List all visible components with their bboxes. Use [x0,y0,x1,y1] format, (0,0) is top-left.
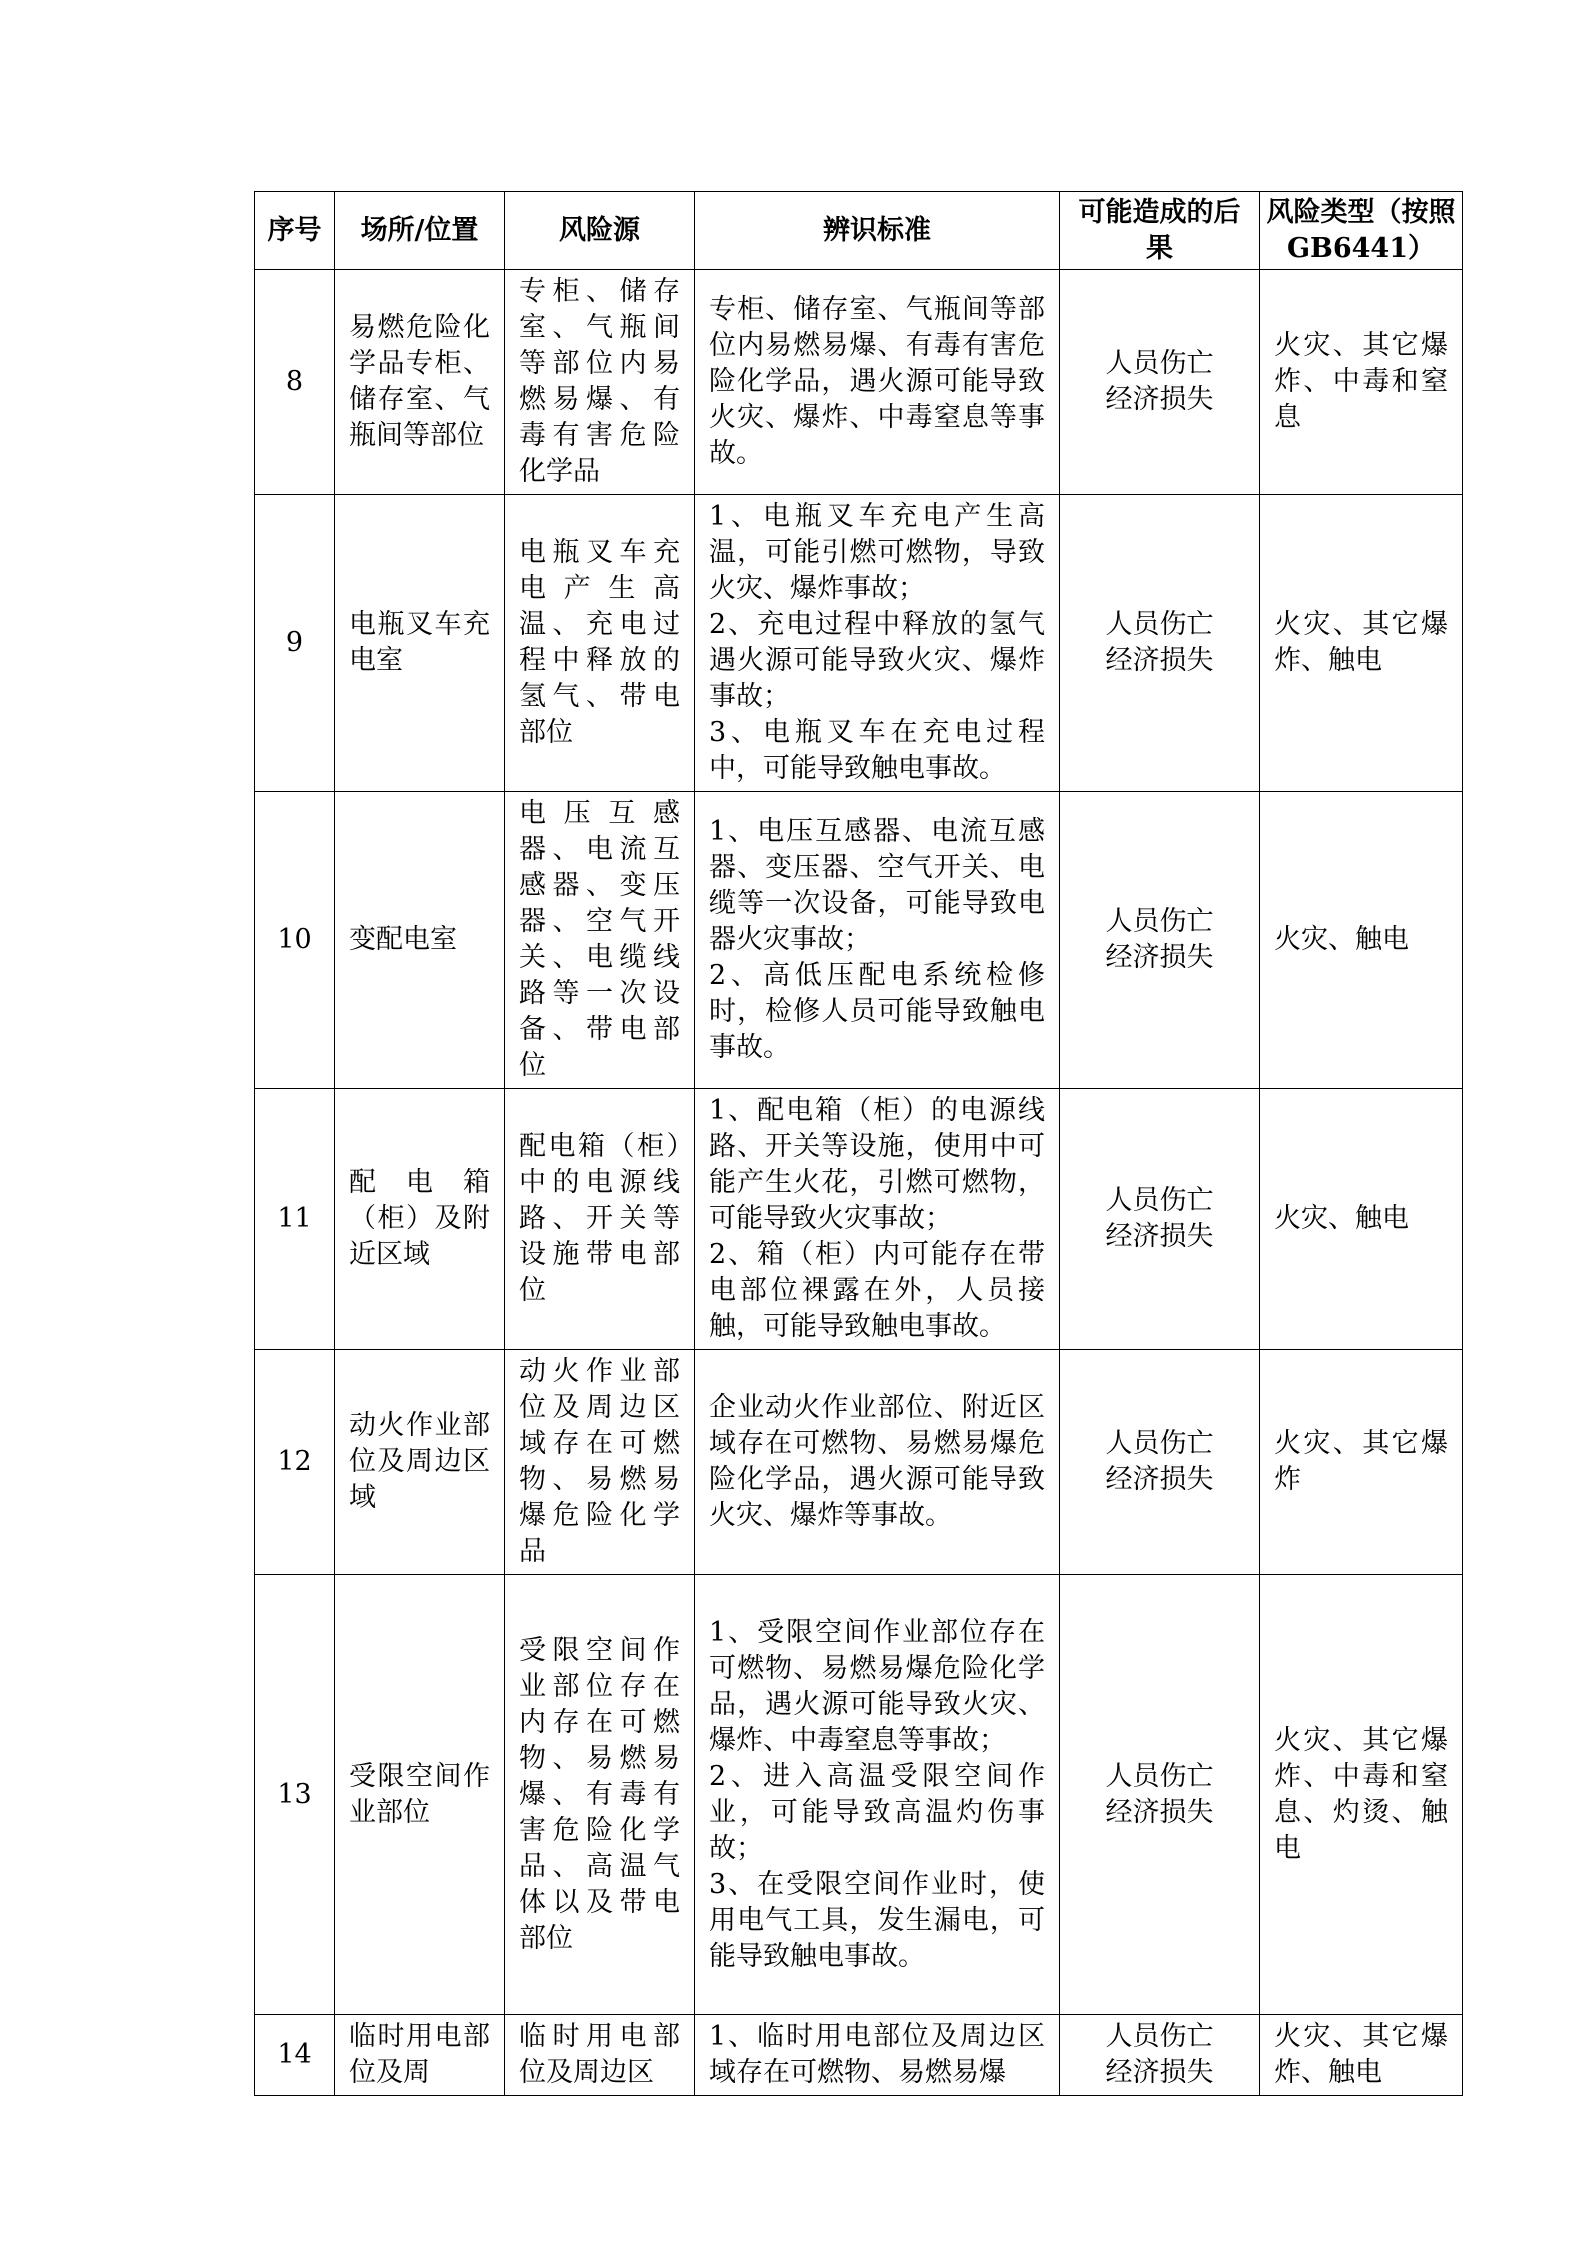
row-risk-source: 配电箱（柜）中的电源线路、开关等设施带电部位 [505,1089,695,1350]
row-location: 受限空间作业部位 [335,1575,505,2015]
row-index: 13 [255,1575,335,2015]
consequence-line: 经济损失 [1105,1464,1214,1495]
row-consequence [1060,792,1260,1089]
header-consequence: 可能造成的后果 [1060,192,1260,270]
table-header-row [255,192,1463,270]
header-risk-type: 风险类型（按照GB6441） [1260,192,1463,270]
row-criteria [695,2015,1060,2096]
criteria-line: 3、在受限空间作业时，使用电气工具，发生漏电，可能导致触电事故。 [709,1868,1045,1972]
table-row [255,270,1463,495]
row-index: 14 [255,2015,335,2096]
table-row [255,792,1463,1089]
risk-identification-table [254,191,1463,2096]
row-risk-type: 火灾、其它爆炸、中毒和窒息、灼烫、触电 [1260,1575,1463,2015]
row-index: 9 [255,495,335,792]
row-consequence [1060,1089,1260,1350]
criteria-line: 企业动火作业部位、附近区域存在可燃物、易燃易爆危险化学品，遇火源可能导致火灾、爆炸等事故。 [709,1392,1045,1531]
table-row [255,495,1463,792]
criteria-line: 1、配电箱（柜）的电源线路、开关等设施，使用中可能产生火花，引燃可燃物，可能导致火灾事故； [709,1095,1045,1234]
table-row [255,1089,1463,1350]
header-location: 场所/位置 [335,192,505,270]
row-risk-type: 火灾、触电 [1260,792,1463,1089]
table-row [255,2015,1463,2096]
row-location: 变配电室 [335,792,505,1089]
consequence-line: 人员伤亡 [1105,1760,1214,1792]
criteria-line: 2、箱（柜）内可能存在带电部位裸露在外，人员接触，可能导致触电事故。 [709,1239,1045,1342]
consequence-line: 人员伤亡 [1105,906,1214,937]
row-consequence [1060,1575,1260,2015]
header-criteria: 辨识标准 [695,192,1060,270]
row-criteria [695,1350,1060,1575]
consequence-line: 人员伤亡 [1105,1185,1214,1216]
table-row [255,1575,1463,2015]
row-criteria [695,270,1060,495]
row-consequence [1060,2015,1260,2096]
consequence-line: 人员伤亡 [1105,1428,1214,1459]
criteria-line: 1、电瓶叉车充电产生高温，可能引燃可燃物，导致火灾、爆炸事故； [709,501,1045,604]
row-index: 8 [255,270,335,495]
row-risk-type: 火灾、其它爆炸 [1260,1350,1463,1575]
criteria-line: 2、高低压配电系统检修时，检修人员可能导致触电事故。 [709,960,1045,1063]
row-index: 12 [255,1350,335,1575]
row-risk-type: 火灾、触电 [1260,1089,1463,1350]
row-consequence [1060,270,1260,495]
criteria-line: 3、电瓶叉车在充电过程中，可能导致触电事故。 [709,717,1045,784]
row-risk-source: 受限空间作业部位存在内存在可燃物、易燃易爆、有毒有害危险化学品、高温气体以及带电部位 [505,1575,695,2015]
row-risk-source: 临时用电部位及周边区 [505,2015,695,2096]
row-index: 11 [255,1089,335,1350]
row-criteria [695,1575,1060,2015]
consequence-line: 人员伤亡 [1105,609,1214,640]
consequence-line: 经济损失 [1105,1221,1214,1252]
row-consequence [1060,495,1260,792]
row-consequence [1060,1350,1260,1575]
row-risk-source: 动火作业部位及周边区域存在可燃物、易燃易爆危险化学品 [505,1350,695,1575]
consequence-line: 人员伤亡 [1105,348,1214,379]
consequence-line: 经济损失 [1105,942,1214,973]
consequence-line: 经济损失 [1105,1796,1214,1828]
header-risk-source: 风险源 [505,192,695,270]
criteria-line: 2、进入高温受限空间作业，可能导致高温灼伤事故； [709,1760,1045,1864]
header-index: 序号 [255,192,335,270]
row-risk-type: 火灾、其它爆炸、触电 [1260,2015,1463,2096]
consequence-line: 经济损失 [1105,384,1214,415]
row-location: 动火作业部位及周边区域 [335,1350,505,1575]
row-location: 配电箱（柜）及附近区域 [335,1089,505,1350]
consequence-line: 人员伤亡 [1105,2021,1214,2052]
row-location: 易燃危险化学品专柜、储存室、气瓶间等部位 [335,270,505,495]
row-criteria [695,495,1060,792]
table-row [255,1350,1463,1575]
consequence-line: 经济损失 [1105,2057,1214,2088]
row-location: 电瓶叉车充电室 [335,495,505,792]
row-location: 临时用电部位及周 [335,2015,505,2096]
criteria-line: 1、电压互感器、电流互感器、变压器、空气开关、电缆等一次设备，可能导致电器火灾事故； [709,816,1045,955]
criteria-line: 专柜、储存室、气瓶间等部位内易燃易爆、有毒有害危险化学品，遇火源可能导致火灾、爆炸、中毒窒息等事故。 [709,294,1045,469]
criteria-line: 1、临时用电部位及周边区域存在可燃物、易燃易爆 [709,2021,1045,2088]
row-risk-type: 火灾、其它爆炸、触电 [1260,495,1463,792]
criteria-line: 1、受限空间作业部位存在可燃物、易燃易爆危险化学品，遇火源可能导致火灾、爆炸、中毒窒息等事故； [709,1616,1045,1756]
row-risk-type: 火灾、其它爆炸、中毒和窒息 [1260,270,1463,495]
row-risk-source: 专柜、储存室、气瓶间等部位内易燃易爆、有毒有害危险化学品 [505,270,695,495]
consequence-line: 经济损失 [1105,645,1214,676]
criteria-line: 2、充电过程中释放的氢气遇火源可能导致火灾、爆炸事故； [709,609,1045,712]
row-risk-source: 电瓶叉车充电产生高温、充电过程中释放的氢气、带电部位 [505,495,695,792]
row-criteria [695,792,1060,1089]
row-risk-source: 电压互感器、电流互感器、变压器、空气开关、电缆线路等一次设备、带电部位 [505,792,695,1089]
row-criteria [695,1089,1060,1350]
row-index: 10 [255,792,335,1089]
